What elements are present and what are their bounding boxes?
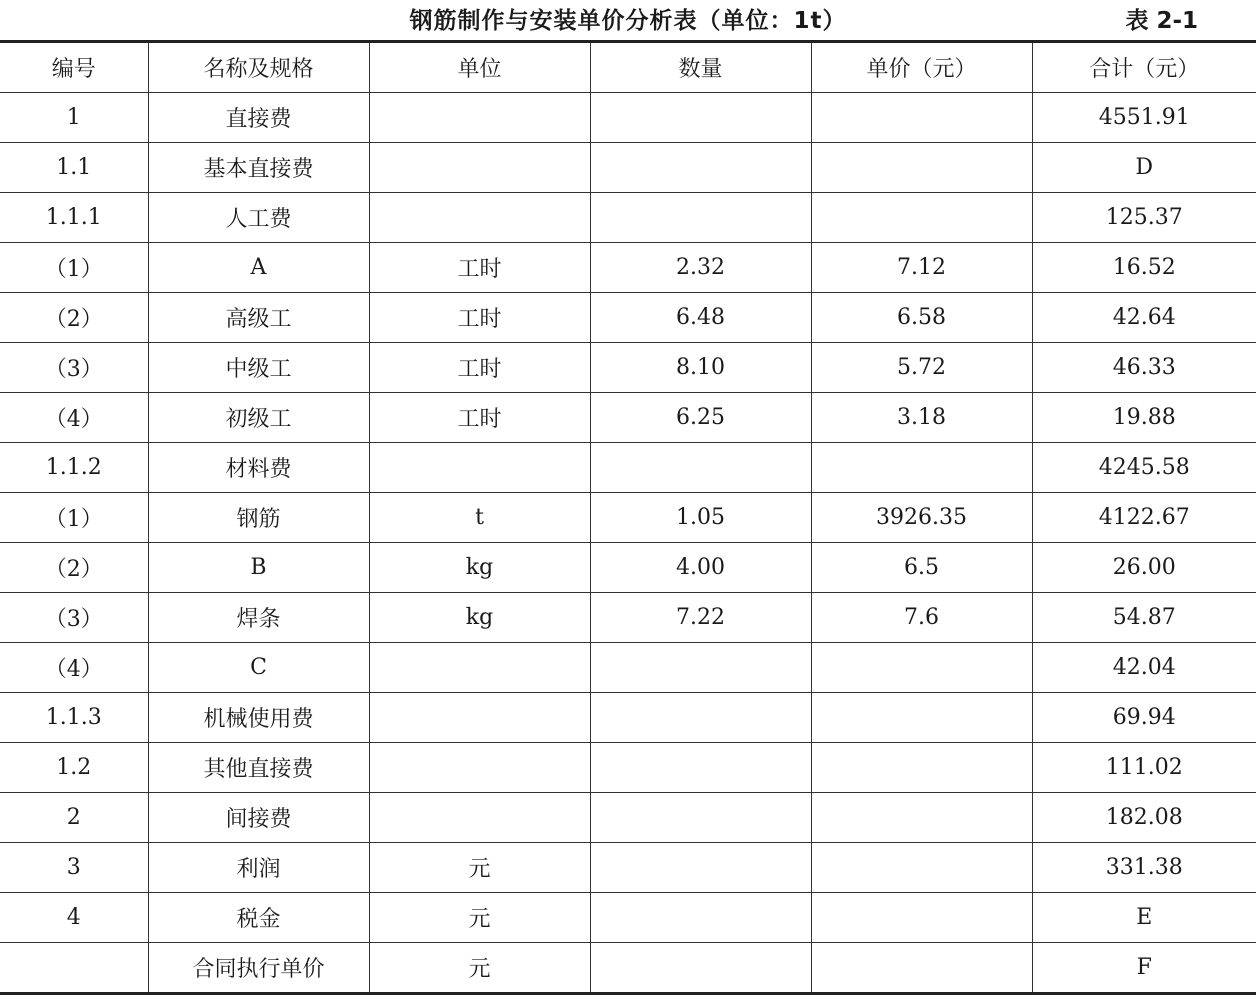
cell-name: 钢筋 [148, 493, 369, 543]
unit-price-analysis-table [0, 40, 1256, 995]
table-row [0, 793, 1256, 843]
cell-code: （4） [0, 643, 148, 693]
table-row [0, 743, 1256, 793]
cell-code: （4） [0, 393, 148, 443]
cell-unit-price [811, 843, 1032, 893]
cell-name: 高级工 [148, 293, 369, 343]
cell-quantity: 8.10 [590, 343, 811, 393]
cell-unit [369, 193, 590, 243]
cell-unit [369, 643, 590, 693]
cell-name: A [148, 243, 369, 293]
cell-quantity: 1.05 [590, 493, 811, 543]
cell-code: 1.1.2 [0, 443, 148, 493]
cell-quantity: 7.22 [590, 593, 811, 643]
cell-quantity [590, 643, 811, 693]
header-row [0, 42, 1256, 93]
cell-total: D [1032, 143, 1256, 193]
cell-unit-price [811, 643, 1032, 693]
cell-quantity [590, 943, 811, 994]
cell-total: 16.52 [1032, 243, 1256, 293]
cell-unit: 工时 [369, 243, 590, 293]
cell-code: （1） [0, 243, 148, 293]
header-unit: 单位 [369, 42, 590, 93]
cell-code: （3） [0, 343, 148, 393]
cell-unit [369, 93, 590, 143]
cell-quantity [590, 193, 811, 243]
cell-unit-price [811, 443, 1032, 493]
cell-total: E [1032, 893, 1256, 943]
cell-unit: kg [369, 543, 590, 593]
cell-unit-price [811, 193, 1032, 243]
cell-unit [369, 443, 590, 493]
table-caption [0, 0, 1256, 40]
cell-unit-price [811, 143, 1032, 193]
cell-unit: 工时 [369, 393, 590, 443]
table-row [0, 543, 1256, 593]
cell-code: 1.2 [0, 743, 148, 793]
cell-quantity [590, 93, 811, 143]
cell-unit-price: 3926.35 [811, 493, 1032, 543]
table-row [0, 843, 1256, 893]
cell-name: 初级工 [148, 393, 369, 443]
cell-total: 69.94 [1032, 693, 1256, 743]
cell-total: 42.04 [1032, 643, 1256, 693]
cell-unit-price: 6.58 [811, 293, 1032, 343]
cell-total: 111.02 [1032, 743, 1256, 793]
table-row [0, 943, 1256, 994]
cell-code [0, 943, 148, 994]
cell-unit: kg [369, 593, 590, 643]
cell-unit: 元 [369, 943, 590, 994]
cell-code: 1.1.3 [0, 693, 148, 743]
cell-quantity [590, 893, 811, 943]
cell-unit [369, 143, 590, 193]
cell-total: 331.38 [1032, 843, 1256, 893]
cell-unit-price: 5.72 [811, 343, 1032, 393]
cell-code: （3） [0, 593, 148, 643]
cell-unit-price [811, 743, 1032, 793]
table-row [0, 593, 1256, 643]
cell-quantity: 2.32 [590, 243, 811, 293]
header-name-spec: 名称及规格 [148, 42, 369, 93]
cell-unit [369, 743, 590, 793]
cell-quantity: 6.25 [590, 393, 811, 443]
cell-name: B [148, 543, 369, 593]
cell-unit: t [369, 493, 590, 543]
cell-quantity [590, 443, 811, 493]
cell-unit: 工时 [369, 343, 590, 393]
cell-name: 机械使用费 [148, 693, 369, 743]
cell-code: 1 [0, 93, 148, 143]
cell-total: 4551.91 [1032, 93, 1256, 143]
cell-name: C [148, 643, 369, 693]
cell-unit [369, 693, 590, 743]
cell-code: （2） [0, 543, 148, 593]
table-title: 钢筋制作与安装单价分析表（单位：1t） [409, 8, 847, 34]
cell-total: 4122.67 [1032, 493, 1256, 543]
table-number: 表 2-1 [1125, 8, 1198, 34]
cell-code: 3 [0, 843, 148, 893]
cell-quantity [590, 743, 811, 793]
cell-unit-price [811, 93, 1032, 143]
cell-total: 42.64 [1032, 293, 1256, 343]
cell-unit: 元 [369, 843, 590, 893]
cell-name: 其他直接费 [148, 743, 369, 793]
table-row [0, 443, 1256, 493]
table-row [0, 643, 1256, 693]
cell-unit-price [811, 793, 1032, 843]
table-row [0, 893, 1256, 943]
cell-unit [369, 793, 590, 843]
cell-unit-price [811, 893, 1032, 943]
cell-quantity: 6.48 [590, 293, 811, 343]
cell-name: 基本直接费 [148, 143, 369, 193]
cell-name: 税金 [148, 893, 369, 943]
cell-quantity [590, 793, 811, 843]
cell-unit-price [811, 943, 1032, 994]
table-row [0, 193, 1256, 243]
cell-total: 46.33 [1032, 343, 1256, 393]
cell-total: F [1136, 955, 1152, 980]
cell-code: 2 [0, 793, 148, 843]
cell-quantity [590, 843, 811, 893]
cell-unit-price: 6.5 [811, 543, 1032, 593]
cell-name: 材料费 [148, 443, 369, 493]
cell-unit: 工时 [369, 293, 590, 343]
cell-name: 人工费 [148, 193, 369, 243]
cell-name: 间接费 [148, 793, 369, 843]
cell-name: 利润 [148, 843, 369, 893]
cell-unit-price: 7.12 [811, 243, 1032, 293]
cell-total: 182.08 [1032, 793, 1256, 843]
table-row [0, 143, 1256, 193]
table-row [0, 93, 1256, 143]
cell-code: （1） [0, 493, 148, 543]
header-code: 编号 [0, 42, 148, 93]
cell-name: 合同执行单价 [148, 943, 369, 994]
cell-code: 4 [0, 893, 148, 943]
table-row [0, 343, 1256, 393]
table-row [0, 293, 1256, 343]
cell-code: （2） [0, 293, 148, 343]
cell-total: 125.37 [1032, 193, 1256, 243]
cell-quantity [590, 693, 811, 743]
cell-unit-price: 7.6 [811, 593, 1032, 643]
cell-total: 4245.58 [1032, 443, 1256, 493]
table-row [0, 393, 1256, 443]
cell-code: 1.1 [0, 143, 148, 193]
cell-unit-price [811, 693, 1032, 743]
cell-unit: 元 [369, 893, 590, 943]
cell-code: 1.1.1 [0, 193, 148, 243]
cell-name: 焊条 [148, 593, 369, 643]
cell-total: 54.87 [1032, 593, 1256, 643]
cell-unit-price: 3.18 [811, 393, 1032, 443]
cell-quantity [590, 143, 811, 193]
header-total: 合计（元） [1032, 42, 1256, 93]
cell-quantity: 4.00 [590, 543, 811, 593]
table-row [0, 693, 1256, 743]
header-quantity: 数量 [590, 42, 811, 93]
cell-name: 中级工 [148, 343, 369, 393]
header-unit-price: 单价（元） [811, 42, 1032, 93]
table-row [0, 493, 1256, 543]
table-row [0, 243, 1256, 293]
table-body [0, 93, 1256, 994]
cell-name: 直接费 [148, 93, 369, 143]
cell-total: 19.88 [1032, 393, 1256, 443]
cell-total: 26.00 [1032, 543, 1256, 593]
